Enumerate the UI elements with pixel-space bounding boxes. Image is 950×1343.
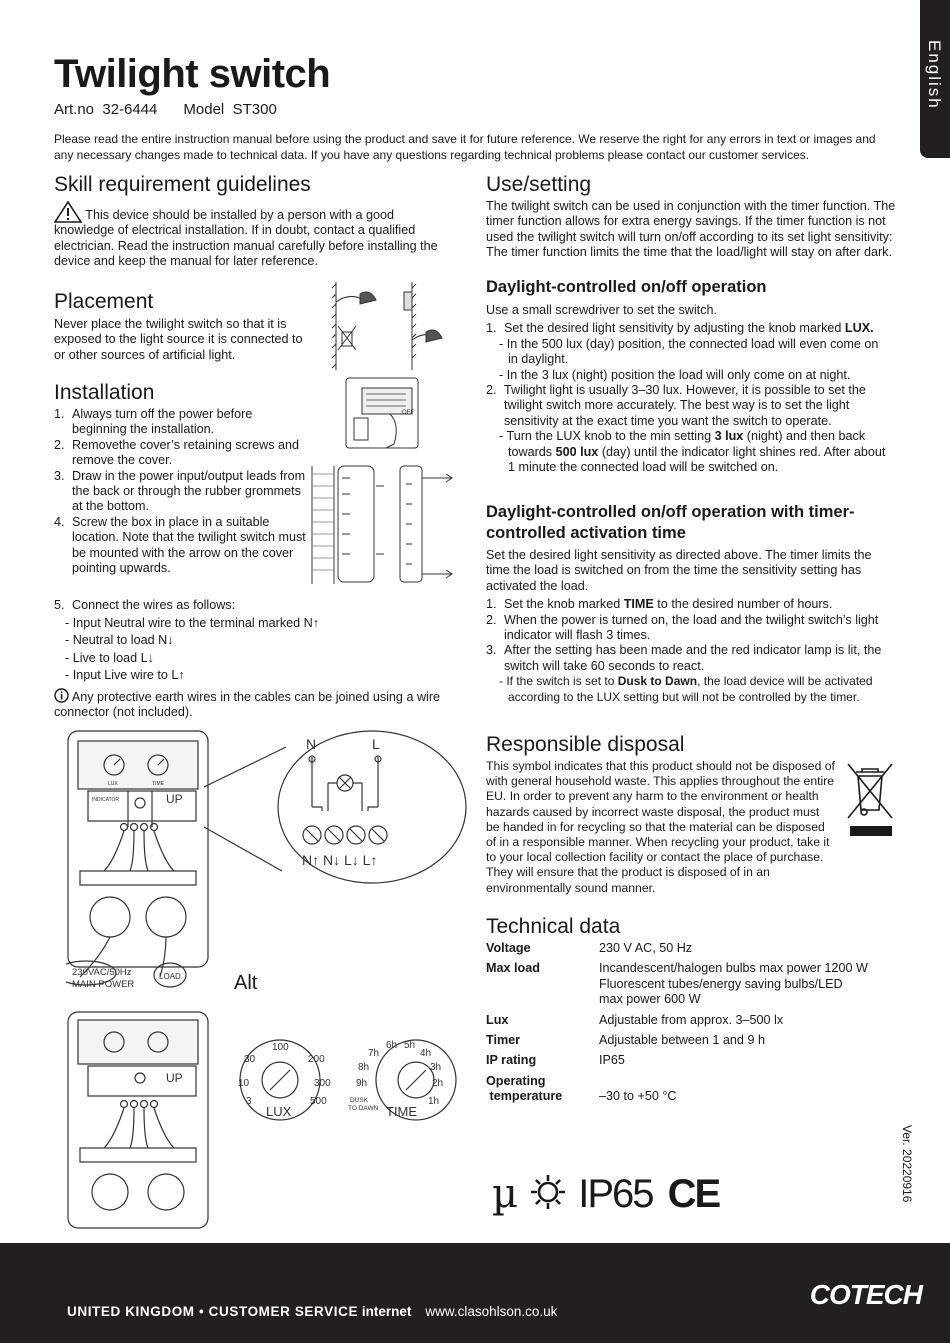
sub-bold: Dusk to Dawn: [617, 674, 698, 689]
footer-region: UNITED KINGDOM • CUSTOMER SERVICE: [67, 1304, 359, 1319]
table-row: [486, 1033, 906, 1053]
table-row: [486, 1053, 906, 1073]
article-number: Art.no 32-6444: [54, 101, 158, 118]
version-label: Ver. 20220916: [900, 1125, 914, 1203]
tech-key: Max load: [486, 961, 540, 976]
lux-tick: 30: [244, 1054, 256, 1065]
step-number: 1.: [486, 321, 497, 336]
sub-text: - If the switch is set to: [499, 674, 618, 689]
tech-table: [486, 941, 906, 1110]
indicator-label: INDICATOR: [92, 797, 120, 803]
to-dawn-label: TO DAWN: [348, 1105, 379, 1112]
sub-text: (day) until the indicator light shines red. After about 1 minute the connected load will be switched on.: [508, 444, 886, 475]
warning-icon: [54, 201, 82, 223]
step-text: Draw in the power input/output leads from the back or through the rubber grommets at the bottom.: [72, 468, 306, 514]
step-number: 3.: [486, 643, 497, 658]
step-number: 2.: [486, 612, 497, 627]
time-tick: 6h: [386, 1040, 398, 1051]
wire-item: - Live to load L↓: [65, 650, 154, 665]
sub-bold: 500 lux: [555, 444, 599, 459]
alt-label: Alt: [234, 972, 258, 994]
installation-step-2: [54, 438, 306, 469]
skill-section: [54, 201, 454, 270]
up-label: UP: [166, 792, 183, 806]
placement-heading: Placement: [54, 290, 154, 313]
step-text: Set the desired light sensitivity by adjusting the knob marked: [504, 321, 845, 336]
terminal-labels: N↑ N↓ L↓ L↑: [302, 852, 378, 868]
daylight-section: [486, 303, 890, 475]
cotech-logo: COTECH: [809, 1279, 922, 1310]
placement-illustration: [330, 280, 450, 372]
earth-note: [54, 688, 454, 721]
footer-text: [67, 1304, 557, 1319]
main-power-voltage: 230VAC/50Hz: [72, 967, 132, 978]
daylight-sub-2: - In the 3 lux (night) position the load will only come on at night.: [499, 367, 851, 382]
wire-item: - Input Live wire to L↑: [65, 668, 185, 682]
lux-tick: 200: [308, 1054, 325, 1065]
alt-wiring-diagram: [66, 1008, 466, 1232]
timer-heading: Daylight-controlled on/off operation with timer-controlled activation time: [486, 503, 855, 542]
tech-key: Operating temperature: [486, 1073, 563, 1104]
tech-value: Incandescent/halogen bulbs max power 1200 W Fluorescent tubes/energy saving bulbs/LED max power 600 W: [599, 961, 868, 1007]
off-label: OFF: [402, 410, 414, 416]
time-knob-label: TIME: [623, 597, 654, 612]
tech-value: –30 to +50 °C: [599, 1089, 677, 1104]
tech-value: IP65: [599, 1053, 625, 1068]
step-number: 1.: [486, 597, 497, 612]
step-text: Removethe cover’s retaining screws and remove the cover.: [72, 437, 300, 468]
dusk-label: DUSK: [350, 1097, 369, 1104]
timer-lead: Set the desired light sensitivity as directed above. The timer limits the time the load is switched on from the time the sensitivity setting has activated the load.: [486, 548, 872, 593]
alt-lux-label: LUX: [266, 1104, 292, 1119]
disposal-text: This symbol indicates that this product should not be disposed of with general household waste. This applies throughout the entire EU. In order to prevent any harm to the environment or health hazards caused by incorrect waste disposal, the product must be handed in for recycling so that the material can be disposed of in a responsible manner. When recycling your product, take it to your local collection facility or contact the place of purchase. They will ensure that the product is disposed of in an environmentally sound manner.: [486, 759, 835, 895]
skill-text: This device should be installed by a person with a good knowledge of electrical installation. If in doubt, contact a qualified electrician. Read the instruction manual carefully before installing the device and keep the manual for later reference.: [54, 208, 438, 269]
timer-step-2: [486, 613, 892, 644]
wiring-steps: [54, 597, 454, 685]
step-number: 2.: [486, 383, 497, 398]
step-number: 5.: [54, 598, 65, 612]
alt-up-label: UP: [166, 1071, 183, 1085]
time-tick: 5h: [404, 1040, 416, 1051]
step-text: Screw the box in place in a suitable location. Note that the twilight switch must be mounted with the arrow on the cover pointing upwards.: [72, 514, 306, 576]
placement-text: Never place the twilight switch so that it is exposed to the light source it is connected to or other sources of artificial light.: [54, 317, 303, 362]
page-title: Twilight switch: [54, 52, 331, 96]
daylight-sub-3: [486, 429, 890, 475]
timer-step-1: [486, 597, 892, 612]
tech-key: Lux: [486, 1012, 509, 1027]
wire-item: - Neutral to load N↓: [65, 633, 174, 647]
time-tick: 1h: [428, 1096, 440, 1107]
step-number: 4.: [54, 514, 65, 529]
sub-bold: 3 lux: [714, 429, 744, 444]
installation-step-3: [54, 469, 306, 515]
main-power-label: MAIN POWER: [72, 979, 135, 990]
step-text: When the power is turned on, the load and the twilight switch’s light indicator will flash 3 times.: [504, 612, 879, 643]
step-number: 1.: [54, 407, 65, 421]
skill-heading: Skill requirement guidelines: [54, 173, 311, 196]
mu-symbol: µ: [492, 1171, 518, 1217]
time-tick: 2h: [432, 1078, 444, 1089]
model-number: Model ST300: [183, 101, 277, 118]
earth-note-text: Any protective earth wires in the cables can be joined using a wire connector (not included).: [54, 690, 441, 720]
sub-text: , the load device will be activated according to the LUX setting but will not be controlled by the timer.: [508, 674, 873, 704]
sun-icon: [529, 1173, 567, 1211]
timer-step-3: [486, 643, 892, 674]
lux-tick: 500: [310, 1096, 327, 1107]
installation-steps: [54, 407, 306, 576]
wiring-diagram: [66, 727, 468, 997]
step-text: Always turn off the power before beginning the installation.: [72, 407, 253, 437]
step-text: Connect the wires as follows:: [72, 598, 236, 612]
tech-value: Adjustable from approx. 3–500 lx: [599, 1012, 784, 1027]
lux-label: LUX: [108, 781, 118, 787]
tech-heading: Technical data: [486, 915, 621, 938]
daylight-lead: Use a small screwdriver to set the switch.: [486, 303, 717, 317]
sub-text: (night) and then back towards: [508, 429, 866, 459]
lux-knob-label: LUX.: [844, 321, 874, 336]
table-row: [486, 1013, 906, 1033]
step-text: to the desired number of hours.: [653, 597, 833, 612]
diagram-l-label: L: [372, 736, 380, 752]
time-tick: 9h: [356, 1078, 368, 1089]
daylight-step-1: [486, 321, 890, 336]
daylight-step-2: [486, 383, 890, 429]
table-row: [486, 961, 906, 1012]
ce-mark: CE: [667, 1172, 720, 1216]
weee-bin-icon: [846, 760, 894, 840]
step-text: Set the knob marked: [504, 597, 624, 612]
time-tick: 8h: [358, 1062, 370, 1073]
time-tick: 4h: [420, 1048, 432, 1059]
article-info: [54, 101, 303, 118]
language-label: English: [925, 40, 944, 110]
footer: [0, 1243, 950, 1343]
diagram-n-label: N: [306, 736, 317, 752]
time-label: TIME: [152, 781, 164, 787]
time-tick: 3h: [430, 1062, 442, 1073]
timer-sub-1: [486, 674, 892, 705]
tech-value: Adjustable between 1 and 9 h: [599, 1033, 765, 1048]
step-text: Twilight light is usually 3–30 lux. However, it is possible to set the twilight switch more accurately. The best way is to set the light sensitivity at the exact time you want the switch to operate.: [504, 383, 866, 428]
certification-symbols: [492, 1170, 719, 1218]
footer-internet: internet: [361, 1304, 412, 1319]
load-label: LOAD: [159, 972, 181, 981]
lux-tick: 3: [246, 1096, 252, 1107]
timer-section: [486, 548, 892, 705]
tech-key: Voltage: [486, 941, 531, 955]
language-tab: [920, 0, 950, 158]
wire-item: - Input Neutral wire to the terminal marked N↑: [65, 615, 320, 630]
lux-tick: 300: [314, 1078, 331, 1089]
installation-step-4: [54, 515, 306, 577]
alt-time-label: TIME: [386, 1104, 418, 1119]
use-heading: Use/setting: [486, 173, 592, 196]
use-text: The twilight switch can be used in conjunction with the timer function. The timer function allows for extra energy savings. If the timer function is not used the twilight switch will turn on/off according to its set light sensitivity: The timer function limits the time that the load/light will stay on after dark.: [486, 199, 896, 260]
table-row: [486, 1074, 906, 1110]
daylight-heading: Daylight-controlled on/off operation: [486, 278, 767, 296]
step-number: 3.: [54, 468, 65, 483]
sub-text: - Turn the LUX knob to the min setting: [499, 429, 715, 444]
installation-heading: Installation: [54, 381, 155, 404]
lux-tick: 10: [238, 1078, 250, 1089]
intro-text: Please read the entire instruction manual before using the product and save it for future reference. We reserve the right for any errors in text or images and any necessary changes made to technical data. If you have any questions regarding technical problems please contact our customer services.: [54, 132, 876, 162]
table-row: [486, 941, 906, 961]
step-number: 2.: [54, 437, 65, 452]
tech-key: Timer: [486, 1033, 521, 1048]
disposal-heading: Responsible disposal: [486, 733, 685, 756]
installation-step-5: [54, 597, 454, 615]
installation-step-1: [54, 407, 306, 438]
tech-key: IP rating: [486, 1053, 537, 1068]
info-icon: [54, 688, 69, 703]
installation-illustration: [306, 374, 466, 590]
footer-url[interactable]: www.clasohlson.co.uk: [425, 1304, 558, 1319]
step-text: After the setting has been made and the red indicator lamp is lit, the switch will take 60 seconds to react.: [504, 643, 882, 673]
daylight-sub-1: - In the 500 lux (day) position, the connected load will even come on in daylight.: [499, 336, 879, 367]
time-tick: 7h: [368, 1048, 380, 1059]
tech-value: 230 V AC, 50 Hz: [599, 941, 693, 955]
ip65-symbol: IP65: [578, 1172, 653, 1216]
lux-tick: 100: [272, 1042, 289, 1053]
